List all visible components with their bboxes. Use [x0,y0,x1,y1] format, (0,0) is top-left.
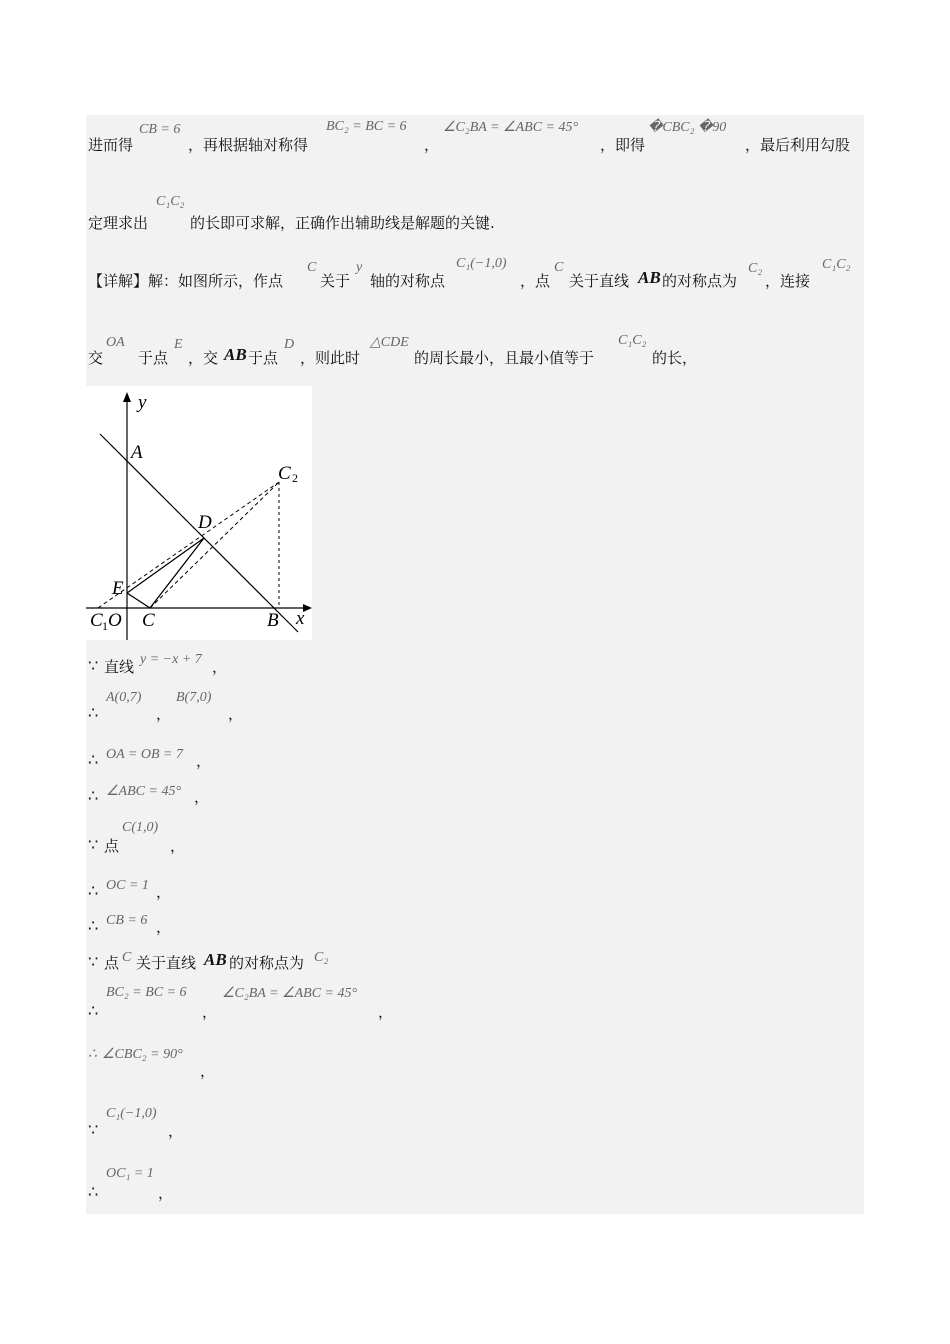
math: E [174,337,183,352]
text: 的对称点为 [662,272,738,290]
math: ∠C₂BA = ∠ABC = 45° [222,986,358,1001]
label-b: B [267,610,279,631]
math: △CDE [370,335,409,350]
math: A(0,7) [106,690,142,705]
text: 的长， [652,349,698,367]
label-y: y [138,392,147,413]
label-a: A [131,442,143,463]
text: ， [156,918,172,936]
text: ， [378,1003,394,1021]
text: ， [194,788,210,806]
math: BC₂ = BC = 6 [326,119,407,134]
math: C₁(−1,0) [106,1106,157,1121]
text: ，交 [188,349,219,367]
line-cc2 [150,482,279,608]
text: 关于 [320,272,351,290]
segment-ed [127,538,204,593]
because-symbol: ∵ [88,656,99,675]
text: ， [156,705,172,723]
therefore-symbol: ∴ [88,1001,99,1020]
math: OA = OB = 7 [106,747,183,762]
bold: AB [204,950,227,969]
text: ， [200,1062,216,1080]
text: ，再根据轴对称得 [188,136,309,154]
label-c: C [142,610,155,631]
math: C₁C₂ [822,257,851,272]
math: CB = 6 [139,122,181,137]
label-o: O [108,610,122,631]
therefore-symbol: ∴ [88,1182,99,1201]
math: C(1,0) [122,820,159,835]
geometry-figure [86,386,312,640]
text: 轴的对称点 [370,272,446,290]
text: 的周长最小，且最小值等于 [414,349,595,367]
math: C [554,260,564,275]
math: OC₁ = 1 [106,1166,154,1181]
label-e: E [112,578,124,599]
label-c1: C [90,610,103,631]
math: C₁C₂ [156,194,185,209]
math: D [284,337,295,352]
text: 点 [104,837,120,855]
math: C₂ [314,950,329,965]
math: C₂ [748,261,763,276]
line-ab [100,434,298,632]
text: ， [158,1184,174,1202]
math: ∠ABC = 45° [106,784,182,799]
label-c2-sub: 2 [292,471,298,485]
label-x: x [296,608,305,629]
text: 进而得 [88,136,134,154]
text: 关于直线 [136,954,197,972]
therefore-symbol: ∴ [88,750,99,769]
text: ， [424,136,440,154]
text: 直线 [104,658,135,676]
therefore-symbol: ∴ [88,703,99,722]
label-d: D [198,512,212,533]
segment-ec [127,593,150,608]
text: ， [202,1003,218,1021]
math: CB = 6 [106,913,148,928]
math: OA [106,335,125,350]
math: y [356,260,363,275]
text: ， [156,883,172,901]
text: ，最后利用勾股 [745,136,851,154]
text: ， [196,752,212,770]
text: 点 [104,954,120,972]
line-c1c2 [98,482,279,608]
math: ∠CBC₂ = 90° [102,1047,183,1062]
coordinate-diagram [86,386,312,640]
text: ， [170,837,186,855]
math: y = −x + 7 [140,652,202,667]
because-symbol: ∵ [88,835,99,854]
math: C₁C₂ [618,333,647,348]
text: ，连接 [765,272,811,290]
math: OC = 1 [106,878,149,893]
bold: AB [638,268,661,287]
text: 的长即可求解，正确作出辅助线是解题的关键. [190,214,495,232]
label-c1-sub: 1 [102,619,108,633]
y-axis-arrow [123,392,131,402]
text: ，则此时 [300,349,361,367]
therefore-symbol: ∴ [88,1047,97,1062]
bold: AB [224,345,247,364]
text: ，点 [520,272,551,290]
math: C₁(−1,0) [456,256,507,271]
therefore-symbol: ∴ [88,916,99,935]
text: 于点 [138,349,169,367]
text: 的对称点为 [229,954,305,972]
because-symbol: ∵ [88,952,99,971]
therefore-symbol: ∴ [88,881,99,900]
text: ，即得 [600,136,646,154]
text: 交 [88,349,104,367]
label-c2: C [278,463,291,484]
math: C [122,950,132,965]
text: ， [228,705,244,723]
text: 【详解】解：如图所示，作点 [88,272,284,290]
text: 于点 [248,349,279,367]
text: ， [168,1122,184,1140]
text: ， [212,658,228,676]
math: �CBC₂ �90 [648,120,727,135]
math: B(7,0) [176,690,212,705]
math: ∠C₂BA = ∠ABC = 45° [443,120,579,135]
segment-cd [150,538,204,608]
math: BC₂ = BC = 6 [106,985,187,1000]
therefore-symbol: ∴ [88,786,99,805]
math: C [307,260,317,275]
because-symbol: ∵ [88,1120,99,1139]
text: 关于直线 [569,272,630,290]
text: 定理求出 [88,214,149,232]
